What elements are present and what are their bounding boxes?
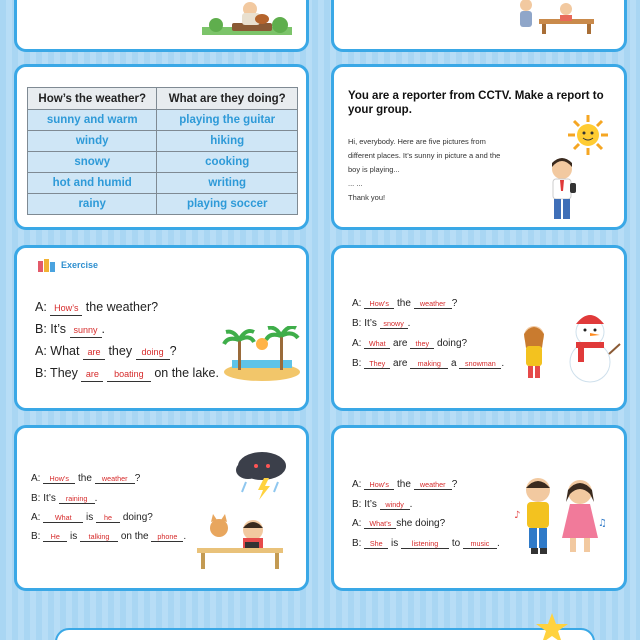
dialogue-line	[35, 322, 105, 338]
reporter-boy-illustration	[542, 157, 582, 225]
line-text: .	[501, 358, 505, 369]
table-row	[28, 131, 298, 152]
line-text: is	[391, 538, 399, 549]
answer-blank: They	[364, 359, 390, 369]
line-text: the	[397, 479, 411, 490]
svg-text:♪: ♪	[514, 510, 521, 521]
card-guitar-partial	[14, 0, 309, 52]
line-text: ?	[169, 344, 177, 358]
answer-blank: How’s	[43, 474, 75, 484]
dialogue-line	[31, 531, 186, 542]
line-text: B: It’s	[31, 493, 56, 504]
snowman-girl-illustration	[512, 300, 622, 388]
answer-blank: weather	[414, 480, 452, 490]
answer-blank: How’s	[50, 303, 82, 316]
storm-cloud-icon	[232, 448, 290, 502]
line-text: .	[101, 322, 105, 336]
kids-desk-illustration	[197, 512, 283, 570]
answer-blank: sunny	[70, 325, 102, 338]
line-text: .	[409, 499, 413, 510]
table-cell: hiking	[157, 131, 298, 152]
dialogue-line	[352, 518, 445, 529]
answer-blank: weather	[414, 299, 452, 309]
dialogue-line	[352, 499, 412, 510]
line-text: B:	[352, 358, 362, 369]
answer-blank: are	[83, 347, 105, 360]
line-text: .	[496, 538, 500, 549]
answer-blank: he	[96, 513, 120, 523]
table-cell: sunny and warm	[28, 110, 157, 131]
line-text: ?	[451, 479, 458, 490]
table-cell: hot and humid	[28, 173, 157, 194]
line-text: they	[108, 344, 133, 358]
table-row	[28, 194, 298, 215]
bottom-card-partial	[55, 628, 595, 640]
dialogue-line	[35, 344, 177, 360]
answer-blank: are	[81, 369, 103, 382]
answer-blank: windy	[380, 500, 410, 510]
report-line: boy is playing...	[348, 165, 400, 174]
line-text: are	[393, 338, 408, 349]
report-title: You are a reporter from CCTV. Make a report to your group.	[348, 90, 604, 116]
dialogue-line	[31, 512, 153, 523]
line-text: A:	[352, 298, 362, 309]
table-cell: snowy	[28, 152, 157, 173]
line-text: ?	[134, 473, 141, 484]
dialogue-line	[31, 493, 97, 504]
line-text: the weather?	[85, 300, 159, 314]
line-text: on the	[120, 531, 149, 542]
line-text: on the lake.	[154, 366, 219, 380]
line-text: .	[407, 318, 411, 329]
dialogue-line	[352, 479, 457, 490]
answer-blank: snowy	[380, 319, 408, 329]
dialogue-line	[352, 538, 500, 549]
dialogue-line	[352, 318, 410, 329]
answer-blank: She	[364, 539, 388, 549]
report-body	[348, 135, 533, 205]
line-text: is	[86, 512, 94, 523]
answer-blank: How’s	[364, 480, 394, 490]
books-icon	[37, 258, 59, 272]
card-snowman	[331, 245, 627, 411]
line-text: she doing?	[396, 518, 446, 529]
table-row	[28, 110, 298, 131]
line-text: B: It’s	[352, 318, 377, 329]
card-windy	[331, 425, 627, 591]
dialogue-line	[352, 298, 457, 309]
line-text: B:	[352, 538, 362, 549]
line-text: are	[393, 358, 408, 369]
table-cell: playing soccer	[157, 194, 298, 215]
line-text: A:	[35, 300, 47, 314]
line-text: B: It’s	[352, 499, 377, 510]
table-header: How’s the weather?	[28, 88, 157, 110]
line-text: doing?	[437, 338, 468, 349]
card-top-right-partial	[331, 0, 627, 52]
card-reporter-task	[331, 64, 627, 230]
card-raining	[14, 425, 309, 591]
table-header-row	[28, 88, 298, 110]
line-text: A: What	[35, 344, 80, 358]
answer-blank: raining	[59, 494, 95, 504]
table-header: What are they doing?	[157, 88, 298, 110]
beach-illustration	[222, 326, 302, 382]
card-weather-table	[14, 64, 309, 230]
table-row	[28, 152, 298, 173]
dialogue-line	[352, 358, 504, 369]
dialogue-line	[352, 338, 467, 349]
report-line: different places. It’s sunny in picture a and the	[348, 151, 501, 160]
line-text: B: It’s	[35, 322, 67, 336]
kids-singing-illustration	[512, 472, 608, 572]
answer-blank: doing	[136, 347, 170, 360]
line-text: ?	[451, 298, 458, 309]
table-cell: rainy	[28, 194, 157, 215]
answer-blank: boating	[107, 369, 151, 382]
answer-blank: they	[410, 339, 434, 349]
answer-blank: snowman	[459, 359, 501, 369]
answer-blank: listening	[401, 539, 449, 549]
answer-blank: He	[43, 532, 67, 542]
answer-blank: What	[43, 513, 83, 523]
report-line: ... ...	[348, 179, 363, 188]
line-text: A:	[352, 518, 362, 529]
table-row	[28, 173, 298, 194]
line-text: B: They	[35, 366, 78, 380]
line-text: to	[451, 538, 461, 549]
answer-blank: weather	[95, 474, 135, 484]
answer-blank: talking	[80, 532, 118, 542]
card-exercise-boating	[14, 245, 309, 411]
report-line: Hi, everybody. Here are five pictures from	[348, 137, 486, 146]
table-cell: playing the guitar	[157, 110, 298, 131]
dialogue-line	[35, 300, 158, 316]
line-text: is	[70, 531, 78, 542]
report-line: Thank you!	[348, 193, 386, 202]
sun-icon	[566, 113, 610, 157]
dialogue-line	[35, 366, 219, 382]
answer-blank: phone	[151, 532, 183, 542]
line-text: A:	[352, 338, 362, 349]
line-text: A:	[31, 473, 41, 484]
line-text: A:	[31, 512, 41, 523]
star-icon	[535, 612, 569, 640]
table-cell: writing	[157, 173, 298, 194]
dialogue-line	[31, 473, 140, 484]
kids-at-table-illustration	[514, 0, 604, 35]
svg-text:♫: ♫	[598, 518, 607, 529]
guitar-kid-illustration	[202, 1, 292, 35]
line-text: .	[94, 493, 98, 504]
weather-activity-table	[27, 87, 298, 215]
line-text: .	[183, 531, 187, 542]
answer-blank: making	[410, 359, 448, 369]
line-text: the	[78, 473, 92, 484]
line-text: doing?	[122, 512, 153, 523]
line-text: a	[451, 358, 457, 369]
line-text: A:	[352, 479, 362, 490]
line-text: B:	[31, 531, 41, 542]
answer-blank: What’s	[364, 519, 396, 529]
answer-blank: How’s	[364, 299, 394, 309]
exercise-heading: Exercise	[61, 260, 99, 270]
line-text: the	[397, 298, 411, 309]
table-cell: cooking	[157, 152, 298, 173]
table-cell: windy	[28, 131, 157, 152]
answer-blank: What	[364, 339, 390, 349]
answer-blank: music	[463, 539, 497, 549]
